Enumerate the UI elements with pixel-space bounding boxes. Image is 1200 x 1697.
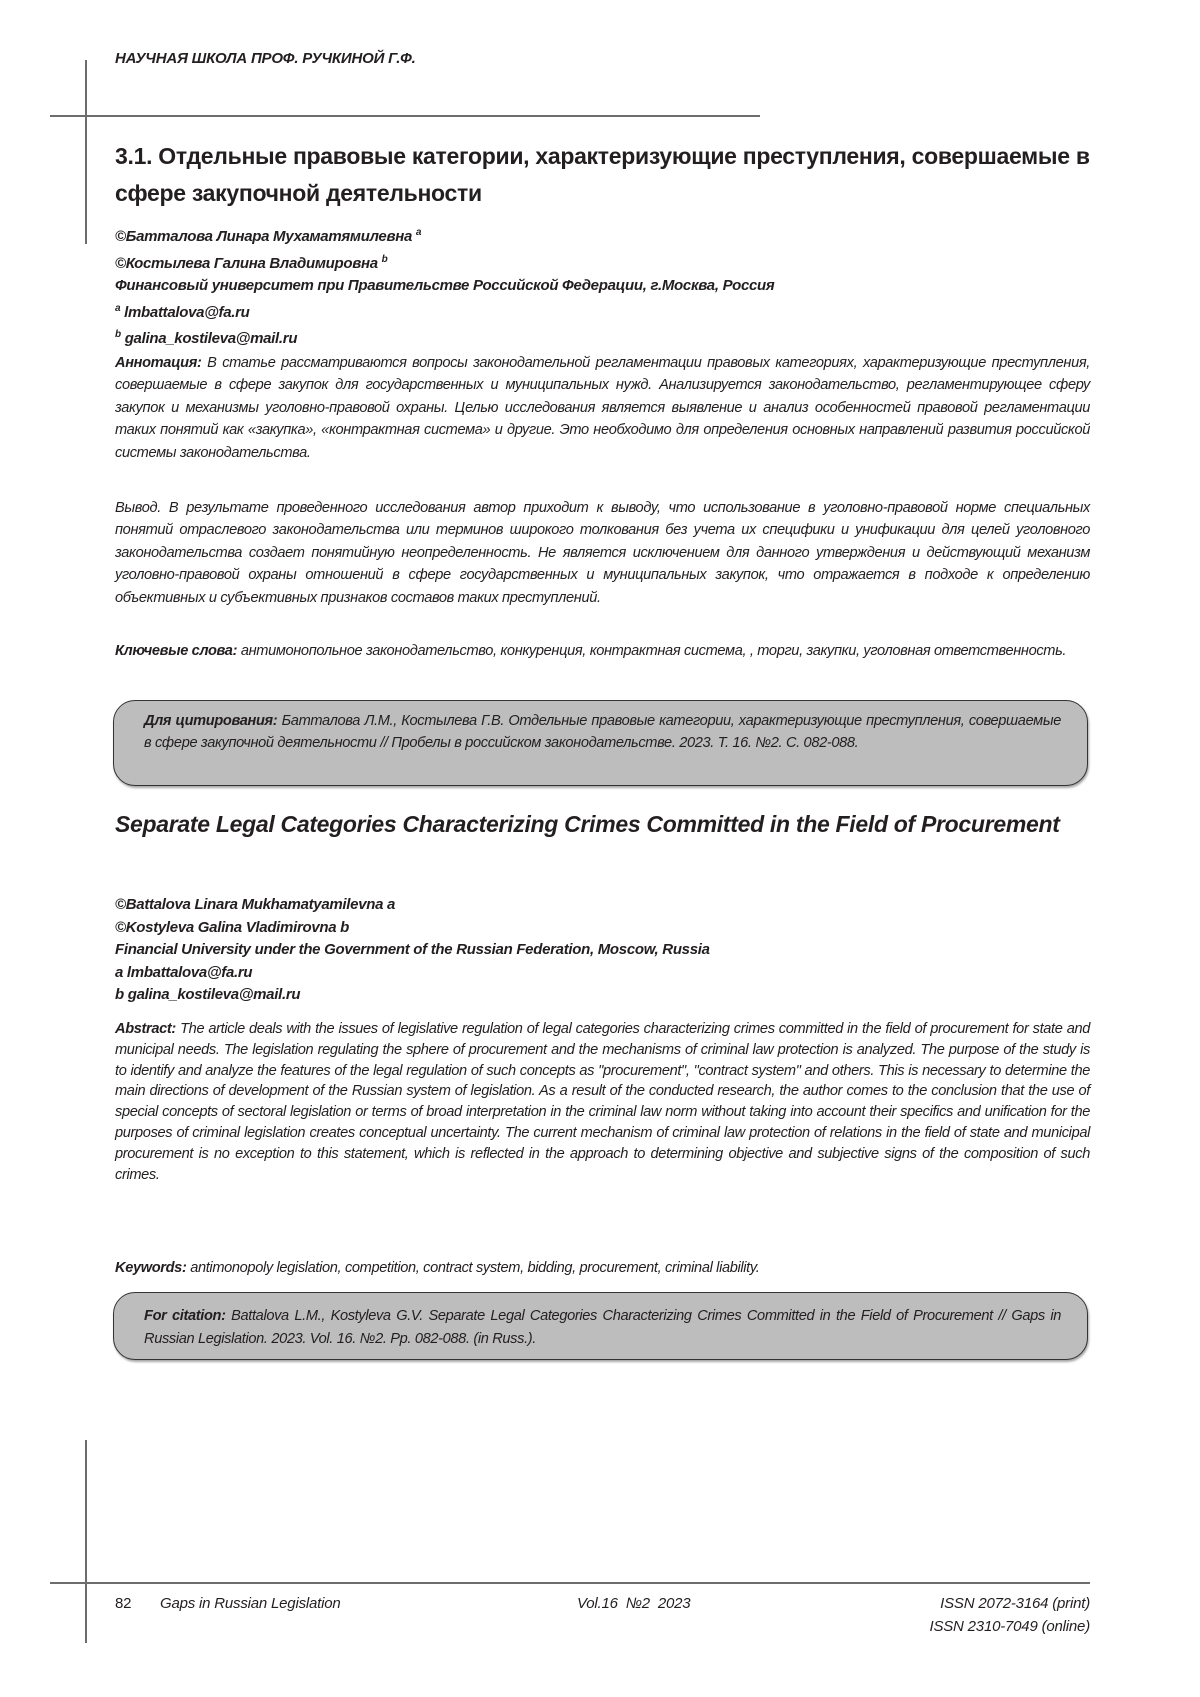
citation-box-en [113,1292,1088,1360]
article-title-en: Separate Legal Categories Characterizing Crimes Committed in the Field of Procurement [115,806,1100,842]
page-number: 82 [115,1595,131,1612]
abstract-en: Abstract: The article deals with the issues of legislative regulation of legal categories characterizing crimes committed in the field of procurement for state and municipal needs. The legislation regulating the sphere of procurement and the mechanisms of criminal law protection is analyzed. The purpose of the study is to identify and analyze the features of the legal regulation of such concepts as "procurement", "contract system" and others. This is necessary to determine the main directions of development of the Russian system of legislation. As a result of the conducted research, the author comes to the conclusion that the use of special concepts of sectoral legislation or terms of broad interpretation in the criminal law norm without taking into account their specifics and unification for the purposes of criminal legislation creates conceptual uncertainty. The current mechanism of criminal law protection of relations in the field of state and municipal procurement is no exception to this statement, which is reflected in the approach to determining objective and subjective signs of the composition of such crimes. [115,1019,1090,1185]
citation-ru: Для цитирования: Батталова Л.М., Костылева Г.В. Отдельные правовые категории, характеризующие преступления, совершаемые в сфере закупочной деятельности // Пробелы в российском законодательстве. 2023. Т. 16. №2. С. 082-088. [114,710,1087,755]
running-head: НАУЧНАЯ ШКОЛА ПРОФ. РУЧКИНОЙ Г.Ф. [115,50,416,67]
email-link[interactable]: galina_kostileva@mail.ru [125,330,298,347]
author-en: ©Kostyleva Galina Vladimirovna b [115,917,710,940]
author-block-ru [115,222,774,351]
affiliation-ru: Финансовый университет при Правительстве Российской Федерации, г.Москва, Россия [115,275,774,298]
bottom-vertical-rule [85,1440,87,1643]
affiliation-en: Financial University under the Government of the Russian Federation, Moscow, Russia [115,939,710,962]
email-en[interactable]: a lmbattalova@fa.ru [115,962,710,985]
issue-info: Vol.16 №2 2023 [577,1595,690,1612]
author-ru: ©Батталова Линара Мухаматямилевна a [115,222,774,249]
email-ru: b galina_kostileva@mail.ru [115,324,774,351]
author-block-en [115,894,710,1007]
author-en: ©Battalova Linara Mukhamatyamilevna a [115,894,710,917]
annotation-ru: Аннотация: В статье рассматриваются вопросы законодательной регламентации правовых категориях, характеризующие преступления, совершаемые в сфере закупок для государственных и муниципальных нужд. Анализируется законодательство, регламентирующее сферу закупок и механизмы уголовно-правовой охраны. Целью исследования является выявление и анализ особенностей правовой регламентации таких понятий как «закупка», «контрактная система» и другие. Это необходимо для определения основных направлений развития российской системы законодательства. [115,352,1090,464]
header-rule [50,115,760,117]
issn-print: ISSN 2072-3164 (print) [940,1595,1090,1612]
author-ru: ©Костылева Галина Владимировна b [115,249,774,276]
footer-rule [50,1582,1090,1584]
keywords-ru: Ключевые слова: антимонопольное законодательство, конкуренция, контрактная система, , торги, закупки, уголовная ответственность. [115,640,1090,662]
citation-box-ru [113,700,1088,786]
article-title-ru: 3.1. Отдельные правовые категории, характеризующие преступления, совершаемые в сфере закупочной деятельности [115,138,1100,212]
top-vertical-rule [85,60,87,244]
email-link[interactable]: lmbattalova@fa.ru [124,304,249,321]
email-ru: a lmbattalova@fa.ru [115,298,774,325]
issn-online: ISSN 2310-7049 (online) [929,1618,1090,1635]
email-en[interactable]: b galina_kostileva@mail.ru [115,984,710,1007]
journal-name: Gaps in Russian Legislation [160,1595,341,1612]
conclusion-ru: Вывод. В результате проведенного исследования автор приходит к выводу, что использование в уголовно-правовой норме специальных понятий отраслевого законодательства или терминов широкого толкования без учета их специфики и унификации для целей уголовного законодательства создает понятийную неопределенность. Не является исключением для данного утверждения и действующий механизм уголовно-правовой охраны отношений в сфере государственных и муниципальных закупок, что отражается в подходе к определению объективных и субъективных признаков составов таких преступлений. [115,497,1090,609]
citation-en: For citation: Battalova L.M., Kostyleva G.V. Separate Legal Categories Characterizing Crimes Committed in the Field of Procurement // Gaps in Russian Legislation. 2023. Vol. 16. №2. Pp. 082-088. (in Russ.). [114,1305,1087,1350]
keywords-en: Keywords: antimonopoly legislation, competition, contract system, bidding, procurement, criminal liability. [115,1258,1090,1279]
